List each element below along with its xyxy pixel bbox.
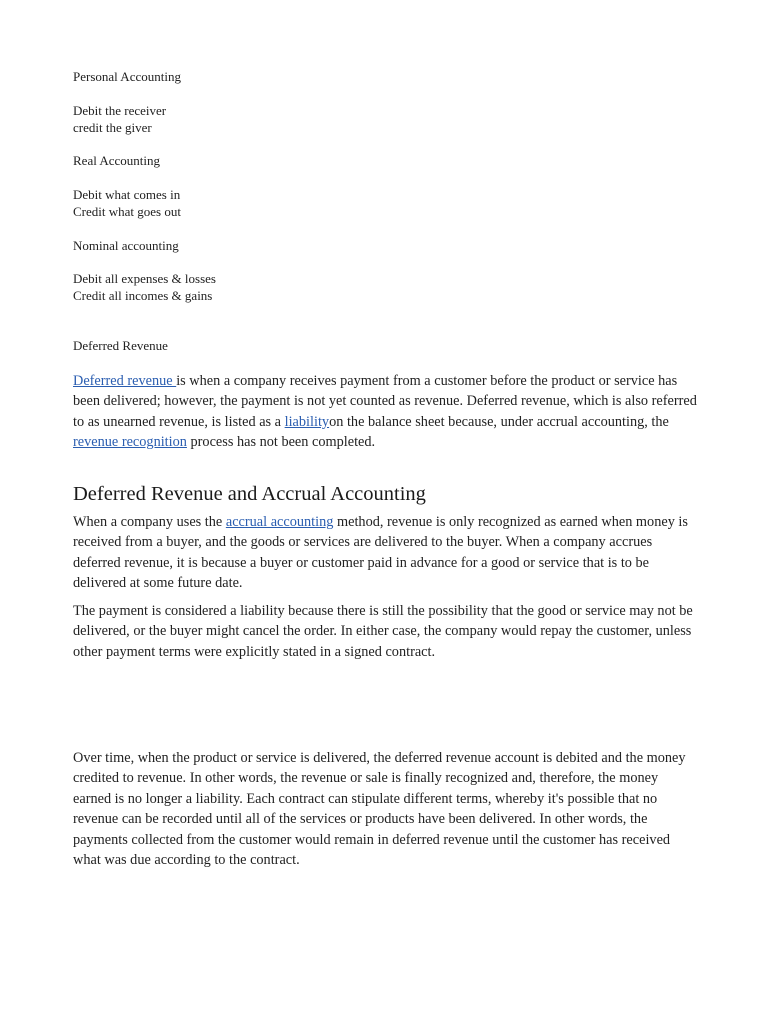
- nominal-accounting-rule-2: Credit all incomes & gains: [73, 288, 213, 303]
- accrual-text-1: When a company uses the: [73, 514, 226, 530]
- accrual-paragraph-1: [73, 512, 698, 594]
- accrual-section-heading: Deferred Revenue and Accrual Accounting: [73, 483, 426, 505]
- nominal-accounting-title: Nominal accounting: [73, 238, 179, 253]
- real-accounting-title: Real Accounting: [73, 153, 161, 168]
- accrual-paragraph-2: The payment is considered a liability because there is still the possibility that the good or service may not be delivered, or the buyer might cancel the order. In either case, the company would repay the customer, unless other payment terms were explicitly stated in a signed contract.: [73, 603, 693, 660]
- deferred-revenue-text-3: process has not been completed.: [186, 434, 376, 451]
- accrual-text-2: method, revenue is only recognized as earned when money is received from a buyer, and the goods or services are delivered to the buyer. When a company accrues deferred revenue, it is because a buyer or customer paid in advance for a good or service that is to be delivered at some future date.: [73, 514, 688, 592]
- real-accounting-rule-1: Debit what comes in: [73, 187, 181, 202]
- deferred-revenue-title: Deferred Revenue: [73, 338, 168, 353]
- deferred-revenue-link[interactable]: Deferred revenue: [73, 373, 177, 389]
- real-accounting-rule-2: Credit what goes out: [73, 204, 181, 219]
- personal-accounting-rule-1: Debit the receiver: [73, 103, 167, 118]
- deferred-revenue-text-1: is when a company receives payment from a customer before the product or service has been delivered; however, the payment is not yet counted as revenue. Deferred revenue, which is also referred to as unearned revenue, is listed as a: [73, 373, 697, 430]
- personal-accounting-title: Personal Accounting: [73, 69, 181, 84]
- deferred-revenue-text-2: on the balance sheet because, under accrual accounting, the: [329, 413, 669, 430]
- personal-accounting-rule-2: credit the giver: [73, 120, 152, 135]
- liability-link[interactable]: liability: [284, 413, 330, 430]
- accrual-accounting-link[interactable]: accrual accounting: [225, 514, 334, 530]
- nominal-accounting-rule-1: Debit all expenses & losses: [73, 271, 216, 286]
- revenue-recognition-link[interactable]: revenue recognition: [73, 434, 187, 451]
- deferred-revenue-paragraph: [73, 371, 698, 453]
- accrual-paragraph-3: Over time, when the product or service is delivered, the deferred revenue account is debited and the money credited to revenue. In other words, the revenue or sale is finally recognized and, therefore, the money earned is no longer a liability. Each contract can stipulate different terms, whereby it's possible that no revenue can be recorded until all of the services or products have been delivered. In other words, the payments collected from the customer would remain in deferred revenue until the customer has received what was due according to the contract.: [73, 750, 686, 869]
